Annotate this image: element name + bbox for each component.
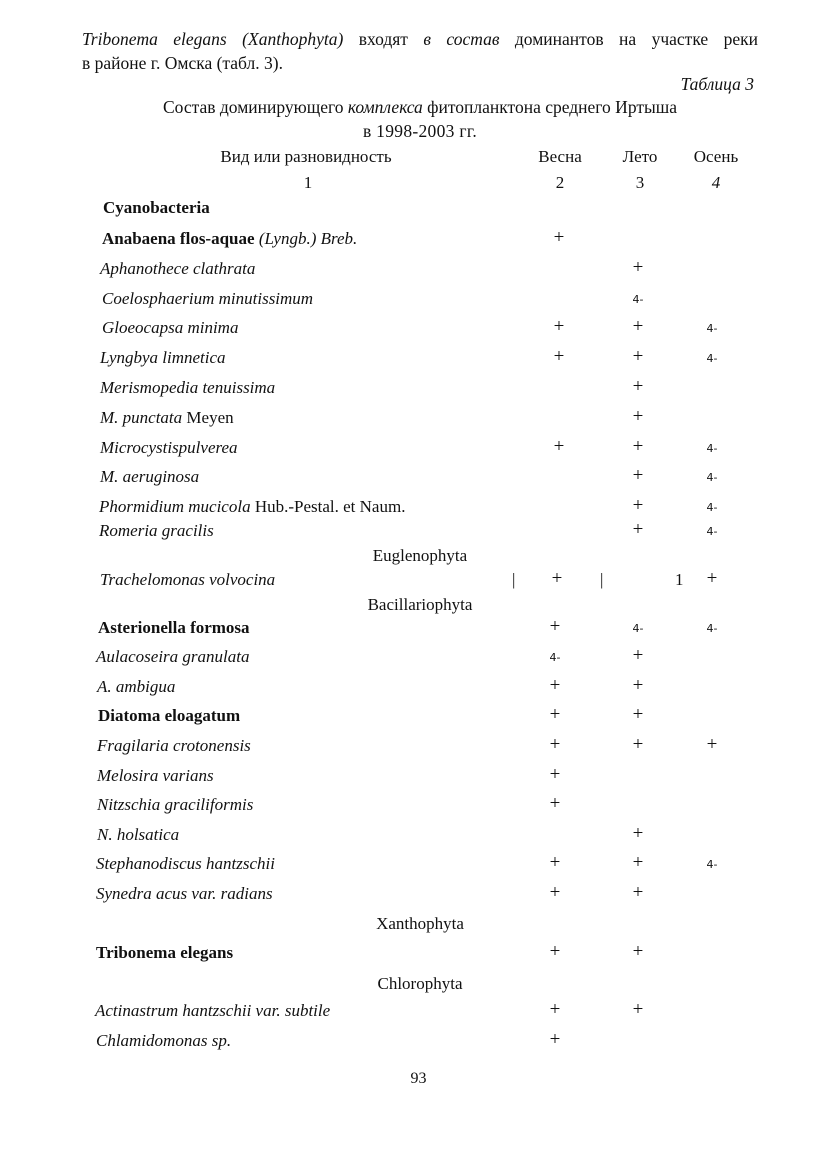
summer-mark: + bbox=[632, 941, 644, 962]
spring-mark: + bbox=[553, 227, 565, 248]
spring-mark: + bbox=[549, 793, 561, 814]
page-number: 93 bbox=[410, 1070, 427, 1087]
spring-mark: + bbox=[549, 852, 561, 873]
group-heading: Xanthophyta bbox=[376, 914, 464, 933]
summer-mark: + bbox=[632, 704, 644, 725]
species-name bbox=[100, 378, 275, 398]
autumn-mark: 4- bbox=[706, 622, 718, 635]
species-name-main: Romeria gracilis bbox=[99, 521, 214, 540]
summer-mark: + bbox=[632, 999, 644, 1020]
species-name-main: A. ambigua bbox=[97, 677, 176, 696]
autumn-mark: 4- bbox=[706, 322, 718, 335]
header-autumn: Осень bbox=[693, 147, 739, 166]
title-text-a: Состав доминирующего bbox=[163, 97, 348, 117]
species-name bbox=[100, 570, 275, 590]
spring-mark: + bbox=[549, 941, 561, 962]
species-name-main: Aulacoseira granulata bbox=[96, 647, 250, 666]
species-author: Hub.-Pestal. et Naum. bbox=[250, 497, 406, 516]
table-caption: Таблица 3 bbox=[680, 74, 754, 94]
species-name-main: Anabaena flos-aquae bbox=[102, 229, 255, 248]
species-name bbox=[96, 647, 249, 667]
summer-mark: + bbox=[632, 376, 644, 397]
species-name-main: Trachelomonas volvocina bbox=[100, 570, 276, 589]
species-name bbox=[100, 259, 255, 279]
autumn-mark: + bbox=[706, 734, 718, 755]
autumn-mark: + bbox=[706, 568, 718, 589]
species-name bbox=[96, 1031, 231, 1051]
species-name bbox=[98, 618, 250, 638]
species-name bbox=[102, 318, 238, 338]
autumn-mark: 4- bbox=[706, 525, 718, 538]
header-summer: Лето bbox=[622, 147, 658, 166]
species-name bbox=[97, 795, 253, 815]
species-name bbox=[100, 348, 226, 368]
header-spring: Весна bbox=[538, 147, 582, 166]
summer-mark: + bbox=[632, 346, 644, 367]
header-num-2: 2 bbox=[555, 173, 565, 192]
intro-species-text: Tribonema elegans (Xanthophyta) bbox=[82, 29, 344, 49]
species-name-main: Chlamidomonas sp. bbox=[96, 1031, 232, 1050]
spring-mark: + bbox=[549, 704, 561, 725]
species-name-main: Melosira varians bbox=[97, 766, 214, 785]
species-name bbox=[100, 467, 199, 487]
spring-mark: + bbox=[549, 675, 561, 696]
spring-mark: + bbox=[549, 616, 561, 637]
species-name bbox=[102, 289, 313, 309]
separator-bar: | bbox=[600, 570, 604, 589]
species-name-main: Merismopedia tenuissima bbox=[100, 378, 276, 397]
autumn-mark: 4- bbox=[706, 442, 718, 455]
group-heading: Chlorophyta bbox=[377, 974, 463, 993]
summer-mark: 4- bbox=[632, 622, 644, 635]
species-name-main: Aphanothece clathrata bbox=[100, 259, 256, 278]
spring-mark: + bbox=[553, 436, 565, 457]
header-species: Вид или разновидность bbox=[220, 147, 392, 166]
species-name bbox=[96, 884, 273, 904]
autumn-mark: 4- bbox=[706, 858, 718, 871]
species-name-main: M. aeruginosa bbox=[100, 467, 200, 486]
species-name bbox=[99, 497, 405, 517]
spring-mark: + bbox=[549, 882, 561, 903]
spring-mark: + bbox=[549, 999, 561, 1020]
species-name bbox=[96, 943, 233, 963]
intro-line-2: в районе г. Омска (табл. 3). bbox=[82, 53, 283, 73]
spring-mark: + bbox=[549, 764, 561, 785]
species-name-main: M. punctata bbox=[100, 408, 183, 427]
species-name-main: Gloeocapsa minima bbox=[102, 318, 239, 337]
header-num-1: 1 bbox=[303, 173, 313, 192]
species-name bbox=[96, 854, 275, 874]
autumn-mark: 4- bbox=[706, 501, 718, 514]
summer-mark: + bbox=[632, 852, 644, 873]
separator-bar: | bbox=[512, 570, 516, 589]
summer-mark: + bbox=[632, 406, 644, 427]
species-name-main: Fragilaria crotonensis bbox=[97, 736, 251, 755]
title-text-c: фитопланктона среднего Иртыша bbox=[422, 97, 677, 117]
species-name bbox=[102, 229, 357, 249]
species-name-main: Actinastrum hantzschii var. subtile bbox=[95, 1001, 331, 1020]
autumn-mark: 4- bbox=[706, 352, 718, 365]
group-heading: Bacillariophyta bbox=[367, 595, 473, 614]
group-heading: Euglenophyta bbox=[372, 546, 468, 565]
summer-mark: + bbox=[632, 882, 644, 903]
species-name-main: Coelosphaerium minutissimum bbox=[102, 289, 314, 308]
species-name-main: N. holsatica bbox=[97, 825, 180, 844]
spring-mark: + bbox=[553, 346, 565, 367]
species-name-main: Stephanodiscus hantzschii bbox=[96, 854, 275, 873]
summer-mark: + bbox=[632, 734, 644, 755]
header-num-3: 3 bbox=[635, 173, 645, 192]
summer-mark: + bbox=[632, 675, 644, 696]
summer-mark: + bbox=[632, 645, 644, 666]
species-name bbox=[103, 198, 210, 218]
species-name bbox=[100, 438, 238, 458]
spring-mark: + bbox=[553, 316, 565, 337]
spring-mark: + bbox=[549, 1029, 561, 1050]
species-name-main: Tribonema elegans bbox=[96, 943, 234, 962]
species-name bbox=[98, 706, 240, 726]
summer-mark: + bbox=[632, 465, 644, 486]
autumn-mark: 4- bbox=[706, 471, 718, 484]
species-name bbox=[97, 736, 251, 756]
intro-text-d: доминантов на участке реки bbox=[499, 29, 758, 49]
summer-mark: + bbox=[632, 316, 644, 337]
species-name-main: Synedra acus var. radians bbox=[96, 884, 273, 903]
species-name bbox=[97, 825, 179, 845]
table-title-line-2: в 1998-2003 гг. bbox=[362, 121, 478, 141]
species-name-main: Cyanobacteria bbox=[103, 198, 210, 217]
species-author: (Lyngb.) Breb. bbox=[254, 229, 358, 248]
spring-mark: + bbox=[551, 568, 563, 589]
summer-mark: 4- bbox=[632, 293, 644, 306]
intro-text-b: входят bbox=[343, 29, 424, 49]
species-name bbox=[97, 766, 214, 786]
intro-line-1 bbox=[82, 27, 758, 51]
table-title-line-1 bbox=[82, 97, 758, 118]
species-author: Meyen bbox=[182, 408, 234, 427]
species-name-main: Diatoma eloagatum bbox=[98, 706, 241, 725]
species-name bbox=[100, 408, 234, 428]
summer-mark: 1 bbox=[675, 570, 684, 589]
intro-text-c: в состав bbox=[423, 29, 500, 49]
species-name-main: Microcystispulverea bbox=[100, 438, 238, 457]
summer-mark: + bbox=[632, 495, 644, 516]
species-name bbox=[97, 677, 175, 697]
summer-mark: + bbox=[632, 823, 644, 844]
summer-mark: + bbox=[632, 436, 644, 457]
species-name bbox=[99, 521, 214, 541]
spring-mark: + bbox=[549, 734, 561, 755]
summer-mark: + bbox=[632, 519, 644, 540]
intro-paragraph bbox=[82, 27, 758, 75]
species-name-main: Asterionella formosa bbox=[98, 618, 250, 637]
spring-mark: 4- bbox=[549, 651, 561, 664]
species-name-main: Lyngbya limnetica bbox=[100, 348, 226, 367]
title-text-b: комплекса bbox=[347, 97, 423, 117]
summer-mark: + bbox=[632, 257, 644, 278]
species-name-main: Nitzschia graciliformis bbox=[97, 795, 254, 814]
header-num-4: 4 bbox=[711, 173, 721, 192]
species-name bbox=[95, 1001, 330, 1021]
species-name-main: Phormidium mucicola bbox=[99, 497, 251, 516]
